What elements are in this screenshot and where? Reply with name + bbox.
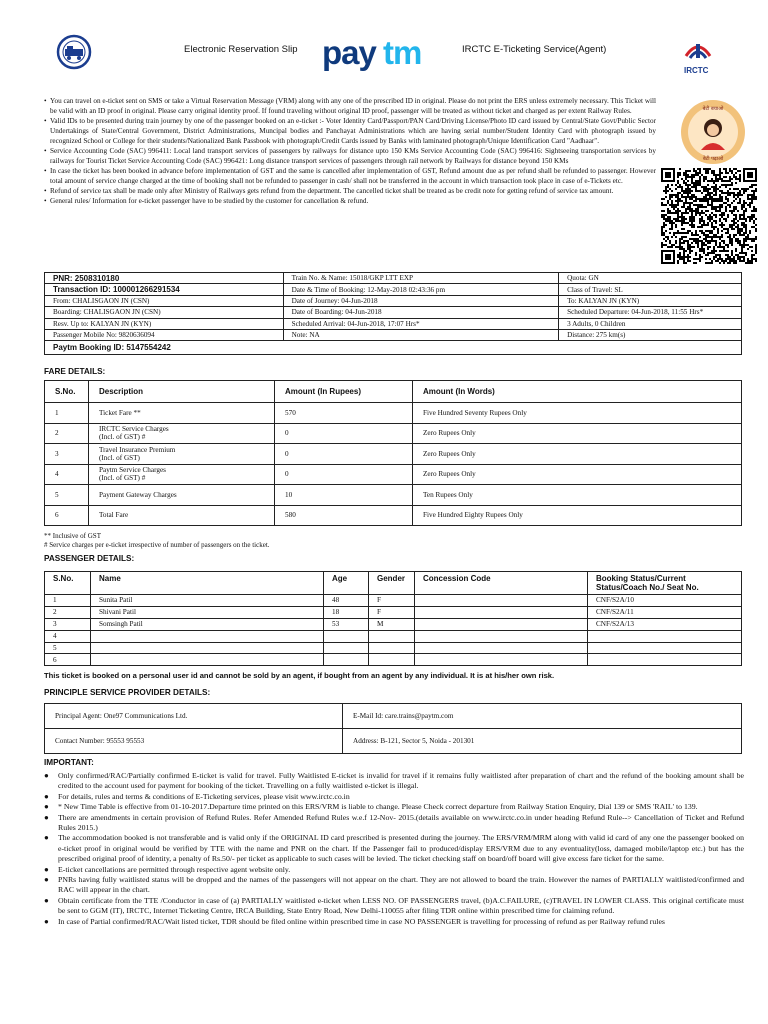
table-row (45, 341, 742, 355)
passenger-name: Shivani Patil (91, 606, 324, 618)
passenger-details-table (44, 571, 742, 666)
rule-item: • Service Accounting Code (SAC) 996411: Local land transport services of passengers by railways for distance upto 150 KMs Service Accounting Code (SAC) 996416: Sightseeing transportation services by railways for Tourist Ticket Service Accounting Code (SAC) 996421: Long distance transport services of passengers through rail network by Railways for distance beyond 150 KMs (44, 146, 656, 166)
table-row (45, 284, 742, 295)
column-header: Gender (369, 572, 415, 595)
important-heading: IMPORTANT: (44, 758, 94, 767)
fare-amount: 10 (275, 485, 413, 506)
fare-amount: 570 (275, 403, 413, 424)
travel-class: Class of Travel: SL (559, 284, 742, 295)
service-provider-heading: PRINCIPLE SERVICE PROVIDER DETAILS: (44, 688, 211, 697)
column-header: Booking Status/Current Status/Coach No./ Seat No. (588, 572, 742, 595)
important-item: ● Only confirmed/RAC/Partially confirmed E-ticket is valid for travel. Fully Waitlisted E-ticket is invalid for travel if it remains fully waitlisted after preparation of chart and the refund of the booking amount shall be credited to the account used for payment for booking of the ticket. Travelling on a fully waitlisted e-ticket is illegal. (44, 771, 744, 792)
passenger-sno: 5 (45, 642, 91, 654)
fare-amount-words: Ten Rupees Only (413, 485, 742, 506)
rule-item: • Refund of service tax shall be made only after Ministry of Railways gets refund from the department. The cancelled ticket shall be treated as be credit note for getting refund of service tax amount. (44, 186, 656, 196)
table-row (45, 595, 742, 607)
fare-details-heading: FARE DETAILS: (44, 367, 106, 376)
passenger-sno: 3 (45, 618, 91, 630)
fare-amount-words: Five Hundred Seventy Rupees Only (413, 403, 742, 424)
from-station: From: CHALISGAON JN (CSN) (45, 295, 284, 306)
table-row (45, 318, 742, 329)
table-header-row (45, 572, 742, 595)
passenger-gender (369, 642, 415, 654)
column-header: Description (89, 381, 275, 403)
passenger-age: 48 (324, 595, 369, 607)
passenger-name (91, 630, 324, 642)
fare-desc-subline: (Incl. of GST) (99, 453, 140, 462)
fare-sno: 2 (45, 423, 89, 444)
header (0, 28, 768, 86)
passenger-gender (369, 654, 415, 666)
table-row (45, 423, 742, 444)
passenger-age (324, 654, 369, 666)
passenger-booking-status: CNF/S2A/13 (588, 618, 742, 630)
table-row (45, 403, 742, 424)
table-row (45, 273, 742, 284)
paytm-logo (322, 34, 436, 72)
rule-item: • General rules/ Information for e-ticket passenger have to be studied by the customer for cancellation & refund. (44, 196, 656, 206)
table-row (45, 729, 742, 754)
passenger-mobile: Passenger Mobile No: 9820636094 (45, 329, 284, 340)
paytm-booking-id: Paytm Booking ID: 5147554242 (45, 341, 742, 355)
transaction-id: Transaction ID: 100001266291534 (45, 284, 284, 295)
provider-email: E-Mail Id: care.trains@paytm.com (343, 704, 742, 729)
journey-date: Date of Journey: 04-Jun-2018 (283, 295, 559, 306)
irctc-logo-icon (682, 34, 714, 64)
fare-desc-line: Travel Insurance Premium (99, 445, 176, 454)
table-row (45, 307, 742, 318)
column-header: Amount (In Words) (413, 381, 742, 403)
passenger-gender: M (369, 618, 415, 630)
passenger-concession (415, 654, 588, 666)
eticketing-service-title: IRCTC E-Ticketing Service(Agent) (462, 44, 607, 55)
passenger-booking-status: CNF/S2A/11 (588, 606, 742, 618)
passenger-booking-status: CNF/S2A/10 (588, 595, 742, 607)
fare-sno: 6 (45, 505, 89, 526)
passenger-name: Somsingh Patil (91, 618, 324, 630)
fare-notes (44, 532, 270, 550)
fare-desc-line: IRCTC Service Charges (99, 425, 169, 434)
passenger-gender: F (369, 595, 415, 607)
passenger-name: Sunita Patil (91, 595, 324, 607)
quota: Quota: GN (559, 273, 742, 284)
table-row (45, 654, 742, 666)
provider-address: Address: B-121, Sector 5, Noida - 201301 (343, 729, 742, 754)
boarding-station: Boarding: CHALISGAON JN (CSN) (45, 307, 284, 318)
column-header: Concession Code (415, 572, 588, 595)
important-item: ● For details, rules and terms & conditions of E-Ticketing services, please visit www.irctc.co.in (44, 792, 744, 802)
important-item: ● * New Time Table is effective from 01-10-2017.Departure time printed on this ERS/VRM is liable to change. Please Check correct departure from Railway Station Enquiry, Dial 139 or SMS 'RAIL' to 139. (44, 802, 744, 812)
reservation-upto: Resv. Up to: KALYAN JN (KYN) (45, 318, 284, 329)
passenger-concession (415, 606, 588, 618)
rule-item: • Valid IDs to be presented during train journey by one of the passenger booked on an e-ticket :- Voter Identity Card/Passport/PAN Card/Driving License/Photo ID card issued by Central/State Govt/Public Sector Undertakings of State/Central Government, District Administrations, Muncipal bodies and Panchayat Administrations which are having serial number/Student Identity Card with photograph issued by recognized School or College for their students/Nationalized Bank Passbook with photograph/Credit Cards issued by Banks with laminated photograph/Unique Identification Card "Aadhaar". (44, 116, 656, 146)
passenger-gender: F (369, 606, 415, 618)
qr-code (661, 168, 757, 264)
column-header: Age (324, 572, 369, 595)
table-header-row (45, 381, 742, 403)
fare-amount: 0 (275, 464, 413, 485)
fare-desc-subline: (Incl. of GST) # (99, 433, 146, 442)
passenger-gender (369, 630, 415, 642)
fare-details-table (44, 380, 742, 526)
important-item: ● There are amendments in certain provision of Refund Rules. Refer Amended Refund Rules w.e.f 12-Nov- 2015.(details available on www.irctc.co.in under heading Refund Rule--> Cancellation of Ticket and Refund Rules 2015.) (44, 813, 744, 834)
service-charge-note: # Service charges per e-ticket irrespective of number of passengers on the ticket. (44, 541, 270, 549)
passenger-name (91, 654, 324, 666)
column-header: Name (91, 572, 324, 595)
beti-bachao-logo (668, 96, 758, 166)
passenger-sno: 2 (45, 606, 91, 618)
fare-amount: 0 (275, 444, 413, 465)
fare-amount: 580 (275, 505, 413, 526)
passenger-concession (415, 642, 588, 654)
table-row (45, 618, 742, 630)
booking-note: Note: NA (283, 329, 559, 340)
passenger-count: 3 Adults, 0 Children (559, 318, 742, 329)
passenger-age (324, 630, 369, 642)
fare-desc-line: Payment Gateway Charges (99, 490, 177, 499)
column-header: S.No. (45, 572, 91, 595)
table-row (45, 642, 742, 654)
fare-amount-words: Zero Rupees Only (413, 444, 742, 465)
passenger-concession (415, 630, 588, 642)
fare-sno: 3 (45, 444, 89, 465)
svg-text:बेटी बचाओ: बेटी बचाओ (702, 106, 724, 112)
fare-sno: 1 (45, 403, 89, 424)
fare-desc-line: Paytm Service Charges (99, 466, 166, 475)
boarding-date: Date of Boarding: 04-Jun-2018 (283, 307, 559, 318)
passenger-sno: 4 (45, 630, 91, 642)
passenger-age: 18 (324, 606, 369, 618)
important-item: ● E-ticket cancellations are permitted through respective agent website only. (44, 865, 744, 875)
fare-amount-words: Five Hundred Eighty Rupees Only (413, 505, 742, 526)
table-row (45, 295, 742, 306)
principal-agent: Principal Agent: One97 Communications Ltd. (45, 704, 343, 729)
reservation-slip-title: Electronic Reservation Slip (184, 44, 298, 55)
scheduled-departure: Scheduled Departure: 04-Jun-2018, 11:55 Hrs* (559, 307, 742, 318)
to-station: To: KALYAN JN (KYN) (559, 295, 742, 306)
rule-item: • In case the ticket has been booked in advance before implementation of GST and the same is cancelled after implementation of GST, Refund amount due as per refund shall be refunded to passenger. However total amount of service change charged at the time of booking shall not be refunded to passenger in cash/ shall not be transferred in the account in which transaction took place in case of e-Tickets etc. (44, 166, 656, 186)
fare-amount: 0 (275, 423, 413, 444)
ticket-rules-list (44, 96, 656, 206)
fare-sno: 5 (45, 485, 89, 506)
fare-description (89, 403, 275, 424)
passenger-booking-status (588, 654, 742, 666)
fare-amount-words: Zero Rupees Only (413, 464, 742, 485)
rule-item: • You can travel on e-ticket sent on SMS or take a Virtual Reservation Message (VRM) along with any one of the prescribed ID in original. Please do not print the ERS unless extremely necessary. This Ticket will be valid with an ID proof in original. Please carry original identity proof. If found traveling without original ID proof, passenger will be treated as without ticket and charged as per extent Railway Rules. (44, 96, 656, 116)
passenger-booking-status (588, 642, 742, 654)
provider-contact: Contact Number: 95553 95553 (45, 729, 343, 754)
indian-railways-logo-icon (56, 34, 92, 70)
important-list (44, 771, 744, 927)
important-item: ● Obtain certificate from the TTE /Conductor in case of (a) PARTIALLY waitlisted e-ticket when LESS NO. OF PASSENGERS travel, (b)A.C.FAILURE, (c)TRAVEL IN LOWER CLASS. This original certificate must be sent to GGM (IT), IRCTC, Internet Ticketing Centre, IRCA Building, State Entry Road, New Delhi-110055 after filing TDR online within prescribed time for claiming refund. (44, 896, 744, 917)
column-header: S.No. (45, 381, 89, 403)
important-item: ● PNRs having fully waitlisted status will be dropped and the names of the passengers will not appear on the chart. They are not allowed to board the train. However the names of PARTIALLY waitlisted/confirmed and RAC will appear in the chart. (44, 875, 744, 896)
table-row (45, 329, 742, 340)
column-header: Amount (In Rupees) (275, 381, 413, 403)
fare-sno: 4 (45, 464, 89, 485)
service-provider-table (44, 703, 742, 754)
pnr-number: PNR: 2508310180 (45, 273, 284, 284)
passenger-details-heading: PASSENGER DETAILS: (44, 554, 135, 563)
table-row (45, 606, 742, 618)
booking-info-table (44, 272, 742, 355)
distance: Distance: 275 km(s) (559, 329, 742, 340)
fare-amount-words: Zero Rupees Only (413, 423, 742, 444)
table-row (45, 485, 742, 506)
passenger-concession (415, 595, 588, 607)
passenger-age (324, 642, 369, 654)
table-row (45, 630, 742, 642)
personal-id-warning: This ticket is booked on a personal user id and cannot be sold by an agent, if bought from an agent by any individual. It is at his/her own risk. (44, 671, 555, 680)
scheduled-arrival: Scheduled Arrival: 04-Jun-2018, 17:07 Hrs* (283, 318, 559, 329)
important-item: ● The accommodation booked is not transferable and is valid only if the ORIGINAL ID card prescribed is presented during the journey. The ERS/VRM/MRM along with valid id card of any one the passenger booked on e-ticket proof in original would be verified by TTE with the name and PNR on the chart. If the Passenger fail to produced/display ERS/VRM due to any eventuality(loss, damaged mobile/laptop etc.) but has the prescribed original proof of identity, a penalty of Rs.50/- per ticket as applicable to such cases will be levied. The ticket checking staff on board/off board will give excess fare ticket for the same. (44, 833, 744, 864)
fare-description (89, 423, 275, 444)
table-row (45, 505, 742, 526)
passenger-sno: 6 (45, 654, 91, 666)
fare-desc-line: Ticket Fare ** (99, 408, 141, 417)
table-row (45, 464, 742, 485)
svg-text:tm: tm (383, 34, 422, 71)
fare-description (89, 464, 275, 485)
passenger-age: 53 (324, 618, 369, 630)
svg-text:बेटी पढ़ाओ: बेटी पढ़ाओ (702, 156, 724, 162)
passenger-name (91, 642, 324, 654)
passenger-concession (415, 618, 588, 630)
passenger-sno: 1 (45, 595, 91, 607)
fare-desc-line: Total Fare (99, 511, 129, 520)
important-item: ● In case of Partial confirmed/RAC/Wait listed ticket, TDR should be filed online within prescribed time in case NO PASSENGER is travelling for processing of refund as per Railway refund rules (44, 917, 744, 927)
passenger-booking-status (588, 630, 742, 642)
irctc-logo-label: IRCTC (684, 66, 709, 75)
booking-datetime: Date & Time of Booking: 12-May-2018 02:43:36 pm (283, 284, 559, 295)
train-name: Train No. & Name: 15018/GKP LTT EXP (283, 273, 559, 284)
fare-description (89, 505, 275, 526)
fare-desc-subline: (Incl. of GST) # (99, 474, 146, 483)
svg-text:pay: pay (322, 34, 376, 71)
table-row (45, 444, 742, 465)
fare-description (89, 444, 275, 465)
fare-description (89, 485, 275, 506)
gst-note: ** Inclusive of GST (44, 532, 101, 540)
table-row (45, 704, 742, 729)
